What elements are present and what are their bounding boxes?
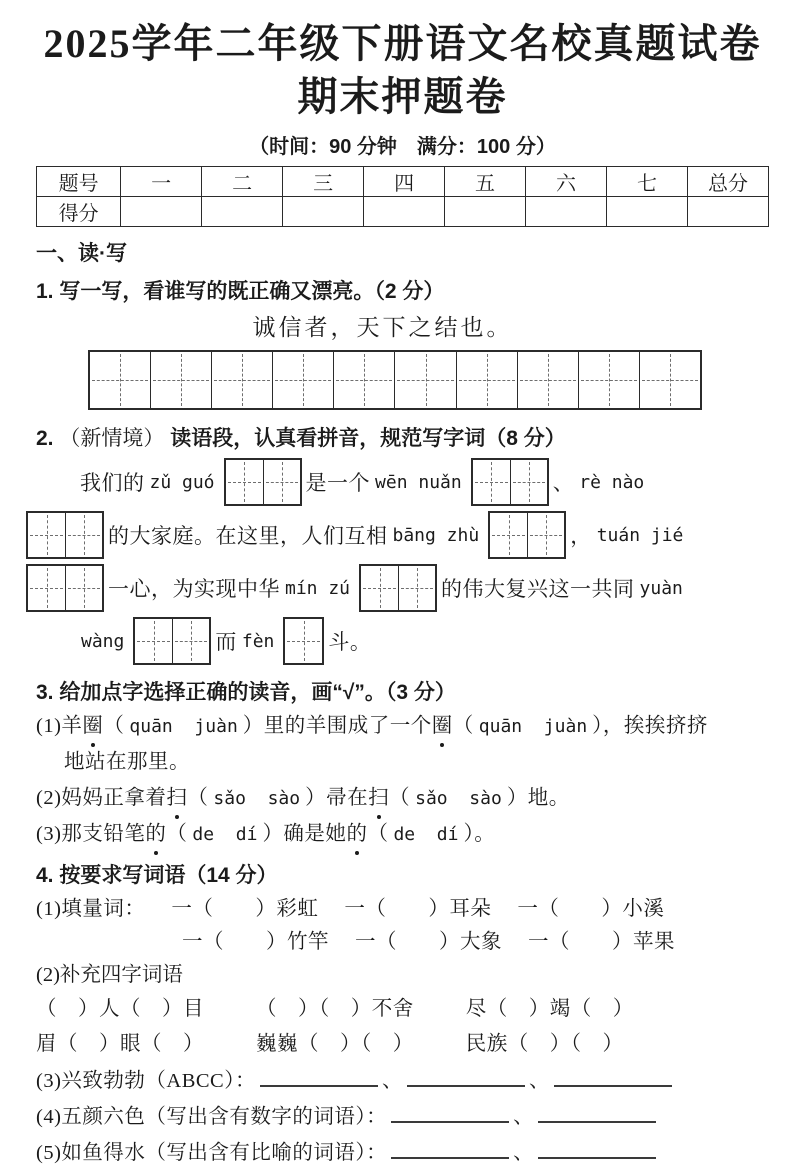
writing-cell: [361, 566, 398, 610]
writing-box: [133, 617, 211, 665]
quantifier-item: 一（ ）耳朵: [344, 897, 492, 920]
pinyin-text: wàng: [81, 630, 125, 652]
dotted-char: 扫: [166, 782, 187, 815]
chinese-text: 我们的: [80, 471, 145, 496]
score-table-header-cell: 一: [121, 166, 202, 196]
pinyin-text: fèn: [241, 630, 275, 652]
q2-line: [22, 562, 769, 615]
q4-sub2-label: (2)补充四字词语: [36, 963, 183, 986]
pinyin-text: de dí: [393, 823, 459, 845]
writing-box: [359, 564, 437, 612]
score-cell-empty: [364, 196, 445, 226]
chinese-text: 、: [552, 471, 575, 496]
writing-box: [488, 511, 566, 559]
pinyin-text: rè nào: [579, 471, 645, 493]
chinese-text: 而: [215, 630, 237, 655]
blank-separator: 、: [513, 1141, 535, 1164]
score-table-header-cell: 七: [606, 166, 687, 196]
fill-prefix: (5)如鱼得水（写出含有比喻的词语）：: [36, 1141, 388, 1164]
score-cell-empty: [687, 196, 768, 226]
q2-heading-text: 读语段，认真看拼音，规范写字词（8 分）: [170, 426, 566, 450]
page-title-line2: 期末押题卷: [297, 73, 508, 119]
q2-line: [80, 456, 769, 509]
score-table-label: 题号: [37, 166, 121, 196]
score-table-header-cell: 六: [526, 166, 607, 196]
chinese-text: 一心，为实现中华: [108, 577, 280, 602]
q1-model-sentence: 诚信者，天下之结也。: [252, 314, 513, 340]
score-table: [36, 166, 769, 227]
score-cell-empty: [606, 196, 687, 226]
writing-cell: [473, 460, 510, 504]
grid-cell: [334, 352, 395, 408]
writing-cell: [490, 513, 527, 557]
chinese-text: ，: [570, 524, 592, 549]
chinese-text: (3)那支铅笔: [36, 822, 146, 845]
score-table-header-cell: 二: [202, 166, 283, 196]
dotted-char: 的: [145, 818, 166, 851]
score-table-header-cell: 总分: [687, 166, 768, 196]
q4-sub3-abcc: [36, 1064, 769, 1098]
q4-sub2-idioms: [36, 992, 769, 1062]
score-table-score-row: [37, 196, 769, 226]
chinese-text: ）。: [463, 822, 496, 845]
q4-sub1-row: [36, 893, 769, 926]
grid-cell: [518, 352, 579, 408]
q4-sub2-row: [36, 992, 769, 1027]
grid-cell: [151, 352, 212, 408]
pinyin-text: quān juàn: [129, 715, 238, 737]
writing-cell: [65, 513, 102, 557]
answer-blank: [260, 1079, 378, 1087]
pinyin-text: sǎo sào: [415, 787, 502, 809]
q2-number: 2.: [36, 426, 54, 450]
score-row-label: 得分: [37, 196, 121, 226]
pinyin-text: quān juàn: [478, 715, 588, 737]
pinyin-text: zǔ guó: [149, 471, 215, 493]
score-table-header-cell: 三: [283, 166, 364, 196]
answer-blank: [391, 1115, 509, 1123]
pinyin-text: de dí: [192, 823, 258, 845]
chinese-text: ）里的羊围成了一个: [242, 714, 432, 737]
fill-prefix: (3)兴致勃勃（ABCC）：: [36, 1069, 256, 1092]
dotted-char: 的: [346, 818, 367, 851]
chinese-text: （: [389, 786, 411, 809]
grid-cell: [212, 352, 273, 408]
idiom-item: 尽（ ）竭（ ）: [465, 997, 634, 1020]
grid-cell: [457, 352, 518, 408]
page-title: 2025学年二年级下册语文名校真题试卷: [43, 21, 762, 66]
fill-prefix: (4)五颜六色（写出含有数字的词语）：: [36, 1105, 388, 1128]
dotted-char: 圈: [432, 710, 453, 743]
writing-box: [224, 458, 302, 506]
grid-cell: [395, 352, 456, 408]
answer-blank: [407, 1079, 525, 1087]
writing-cell: [65, 566, 102, 610]
writing-cell: [527, 513, 564, 557]
chinese-text: 斗。: [328, 630, 372, 655]
idiom-item: 巍巍（ ）（ ）: [256, 1032, 414, 1055]
score-table-header-row: [37, 166, 769, 196]
writing-cell: [398, 566, 435, 610]
chinese-text: 的伟大复兴这一共同: [441, 577, 635, 602]
idiom-item: （ ）（ ）不舍: [256, 997, 414, 1020]
pinyin-text: bāng zhù: [392, 524, 480, 546]
chinese-text: ）地。: [506, 786, 570, 809]
grid-cell: [90, 352, 151, 408]
idiom-item: 民族（ ）（ ）: [465, 1032, 624, 1055]
q3-line: [36, 782, 769, 815]
writing-box: [283, 617, 324, 665]
score-table-header-cell: 五: [445, 166, 526, 196]
chinese-text: 是一个: [305, 471, 371, 496]
chinese-text: （: [103, 714, 125, 737]
q1-writing-grid: [88, 350, 702, 410]
quantifier-item: 一（ ）苹果: [528, 930, 675, 953]
q4-heading: 4. 按要求写词语（14 分）: [36, 863, 278, 887]
pinyin-text: tuán jié: [596, 524, 684, 546]
section-heading: 一、读·写: [36, 241, 127, 265]
writing-cell: [28, 566, 65, 610]
quantifier-item: 一（ ）竹竿: [182, 930, 329, 953]
score-table-header-cell: 四: [364, 166, 445, 196]
chinese-text: (1)羊: [36, 714, 83, 737]
q4-sub1-label: (1)填量词：: [36, 897, 146, 920]
blank-separator: 、: [528, 1069, 550, 1092]
pinyin-text: sǎo sào: [213, 787, 301, 809]
writing-cell: [28, 513, 65, 557]
quantifier-item: 一（ ）彩虹: [171, 897, 319, 920]
q3-heading: 3. 给加点字选择正确的读音，画“√”。（3 分）: [36, 680, 456, 704]
writing-box: [26, 511, 104, 559]
writing-cell: [226, 460, 263, 504]
q2-line: [22, 509, 769, 562]
writing-cell: [263, 460, 300, 504]
q2-line: [76, 615, 769, 668]
q4-sub2-row: [36, 1027, 769, 1062]
writing-cell: [285, 619, 322, 663]
quantifier-item: 一（ ）大象: [355, 930, 502, 953]
q3-line: [64, 746, 769, 779]
chinese-text: ）确是她: [262, 822, 347, 845]
idiom-item: （ ）人（ ）目: [36, 997, 204, 1020]
chinese-text: （: [452, 714, 474, 737]
pinyin-text: yuàn: [639, 577, 683, 599]
quantifier-item: 一（ ）小溪: [517, 897, 665, 920]
writing-cell: [510, 460, 547, 504]
blank-separator: 、: [513, 1105, 535, 1128]
q2-context-tag: （新情境）: [59, 426, 165, 450]
q2-heading: [36, 422, 769, 452]
answer-blank: [538, 1151, 656, 1159]
dotted-char: 扫: [368, 782, 389, 815]
answer-blank: [538, 1115, 656, 1123]
blank-separator: 、: [381, 1069, 403, 1092]
chinese-text: ）帚在: [305, 786, 369, 809]
q3-items: [36, 710, 769, 851]
chinese-text: （: [367, 822, 389, 845]
pinyin-text: wēn nuǎn: [375, 471, 462, 493]
score-cell-empty: [283, 196, 364, 226]
q3-line: [36, 710, 769, 743]
chinese-text: （: [166, 822, 188, 845]
answer-blank: [554, 1079, 672, 1087]
q4-sub1-row: [182, 926, 769, 959]
chinese-text: 的大家庭。在这里，人们互相: [108, 524, 388, 549]
grid-cell: [273, 352, 334, 408]
score-cell-empty: [202, 196, 283, 226]
q4-sub4-numbers: [36, 1100, 769, 1134]
q4-sub5-metaphors: [36, 1136, 769, 1170]
pinyin-text: mín zú: [285, 577, 351, 599]
writing-box: [471, 458, 549, 506]
chinese-text: （: [187, 786, 209, 809]
writing-box: [26, 564, 104, 612]
q4-sub1-quantifiers: [36, 893, 769, 959]
dotted-char: 圈: [82, 710, 103, 743]
score-cell-empty: [526, 196, 607, 226]
score-cell-empty: [445, 196, 526, 226]
q3-line: [36, 818, 769, 851]
chinese-text: ），挨挨挤挤: [592, 714, 708, 737]
writing-cell: [135, 619, 172, 663]
q1-heading: 1. 写一写，看谁写的既正确又漂亮。（2 分）: [36, 279, 445, 303]
exam-info: （时间：90 分钟 满分：100 分）: [249, 135, 556, 158]
grid-cell: [579, 352, 640, 408]
chinese-text: (2)妈妈正拿着: [36, 786, 167, 809]
q2-passage: [36, 456, 769, 668]
chinese-text: 地站在那里。: [64, 750, 190, 773]
answer-blank: [391, 1151, 509, 1159]
score-cell-empty: [121, 196, 202, 226]
writing-cell: [172, 619, 209, 663]
idiom-item: 眉（ ）眼（ ）: [36, 1032, 204, 1055]
grid-cell: [640, 352, 700, 408]
